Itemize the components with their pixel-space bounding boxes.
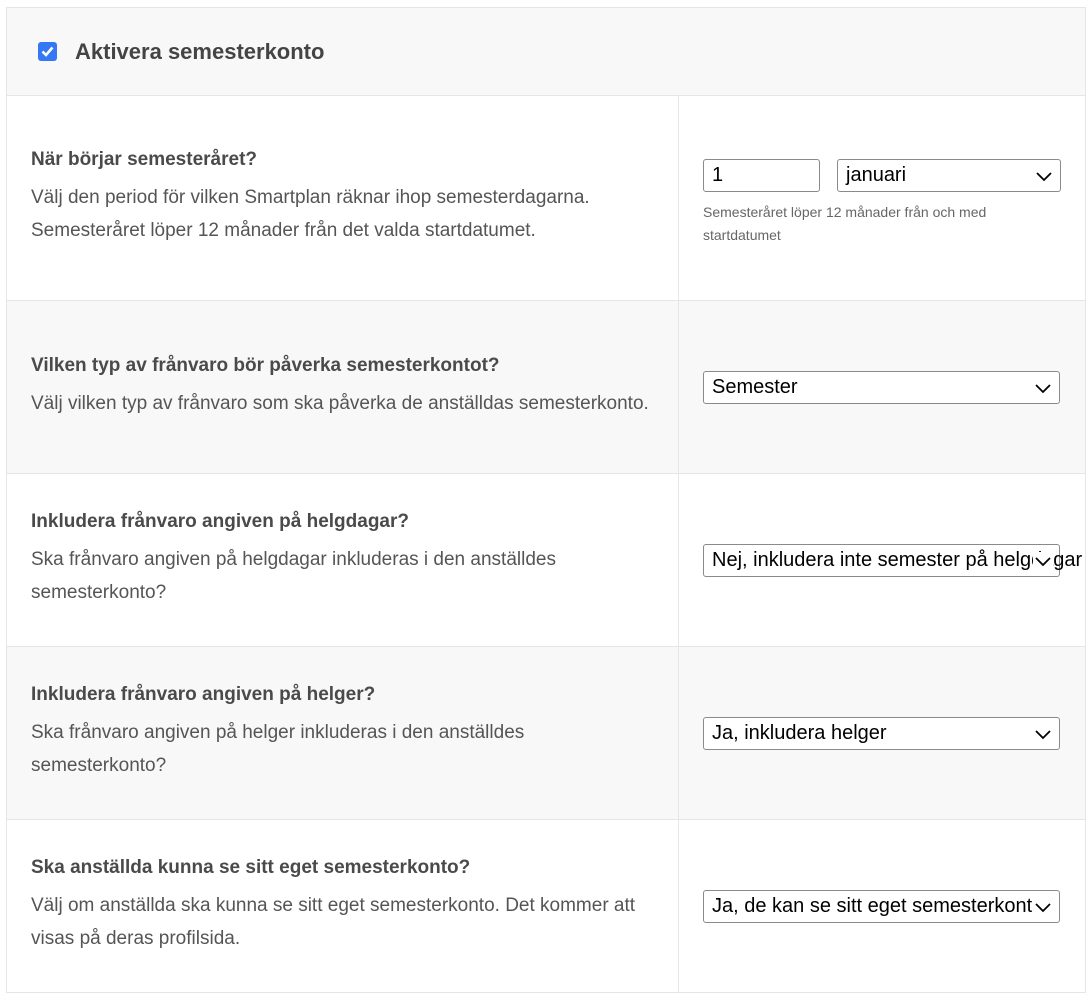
checkmark-icon — [41, 46, 54, 57]
absence-type-select[interactable] — [703, 371, 1060, 404]
start-month-select[interactable] — [837, 159, 1061, 192]
activate-vacation-account-label[interactable]: Aktivera semesterkonto — [75, 38, 325, 64]
setting-description: Välj om anställda ska kunna se sitt eget semesterkonto. Det kommer att visas på deras profilsida. — [31, 895, 636, 949]
activate-vacation-account-checkbox[interactable] — [38, 42, 57, 61]
setting-description: Ska frånvaro angiven på helgdagar inkluderas i den anställdes semesterkonto? — [31, 549, 556, 603]
vacation-account-settings — [6, 7, 1086, 993]
absence-type-value: Semester — [712, 375, 798, 398]
employee-visibility-value: Ja, de kan se sitt eget semesterkonto — [712, 894, 1044, 917]
start-day-input[interactable]: 1 — [703, 159, 820, 192]
setting-row-absence-type — [7, 301, 1085, 474]
chevron-down-icon — [1033, 898, 1053, 916]
setting-row-holidays — [7, 474, 1085, 647]
include-weekends-value: Ja, inkludera helger — [712, 721, 887, 744]
setting-description: Välj vilken typ av frånvaro som ska påverka de anställdas semesterkonto. — [31, 392, 649, 414]
chevron-down-icon — [1033, 379, 1053, 397]
include-holidays-value: Nej, inkludera inte semester på helgdagar — [712, 548, 1083, 571]
include-weekends-select[interactable] — [703, 717, 1060, 750]
setting-row-year-start — [7, 96, 1085, 301]
employee-visibility-select[interactable] — [703, 890, 1060, 923]
setting-question: Vilken typ av frånvaro bör påverka semesterkontot? — [31, 354, 500, 376]
setting-question: Inkludera frånvaro angiven på helger? — [31, 684, 376, 705]
chevron-down-icon — [1034, 167, 1054, 185]
start-month-value: januari — [846, 164, 907, 186]
chevron-down-icon — [1033, 725, 1053, 743]
setting-row-weekends — [7, 647, 1085, 820]
chevron-down-icon — [1033, 552, 1053, 570]
setting-row-visibility — [7, 820, 1085, 993]
settings-header — [7, 8, 1085, 96]
setting-question: Inkludera frånvaro angiven på helgdagar? — [31, 511, 409, 532]
include-holidays-select[interactable] — [703, 544, 1083, 577]
year-start-hint: Semesteråret löper 12 månader från och med startdatumet — [703, 204, 987, 243]
setting-description: Ska frånvaro angiven på helger inkluderas i den anställdes semesterkonto? — [31, 722, 525, 776]
setting-question: När börjar semesteråret? — [31, 149, 257, 170]
setting-description: Välj den period för vilken Smartplan räknar ihop semesterdagarna. Semesteråret löper 12 månader från det valda startdatumet. — [31, 187, 590, 241]
setting-question: Ska anställda kunna se sitt eget semesterkonto? — [31, 857, 471, 878]
